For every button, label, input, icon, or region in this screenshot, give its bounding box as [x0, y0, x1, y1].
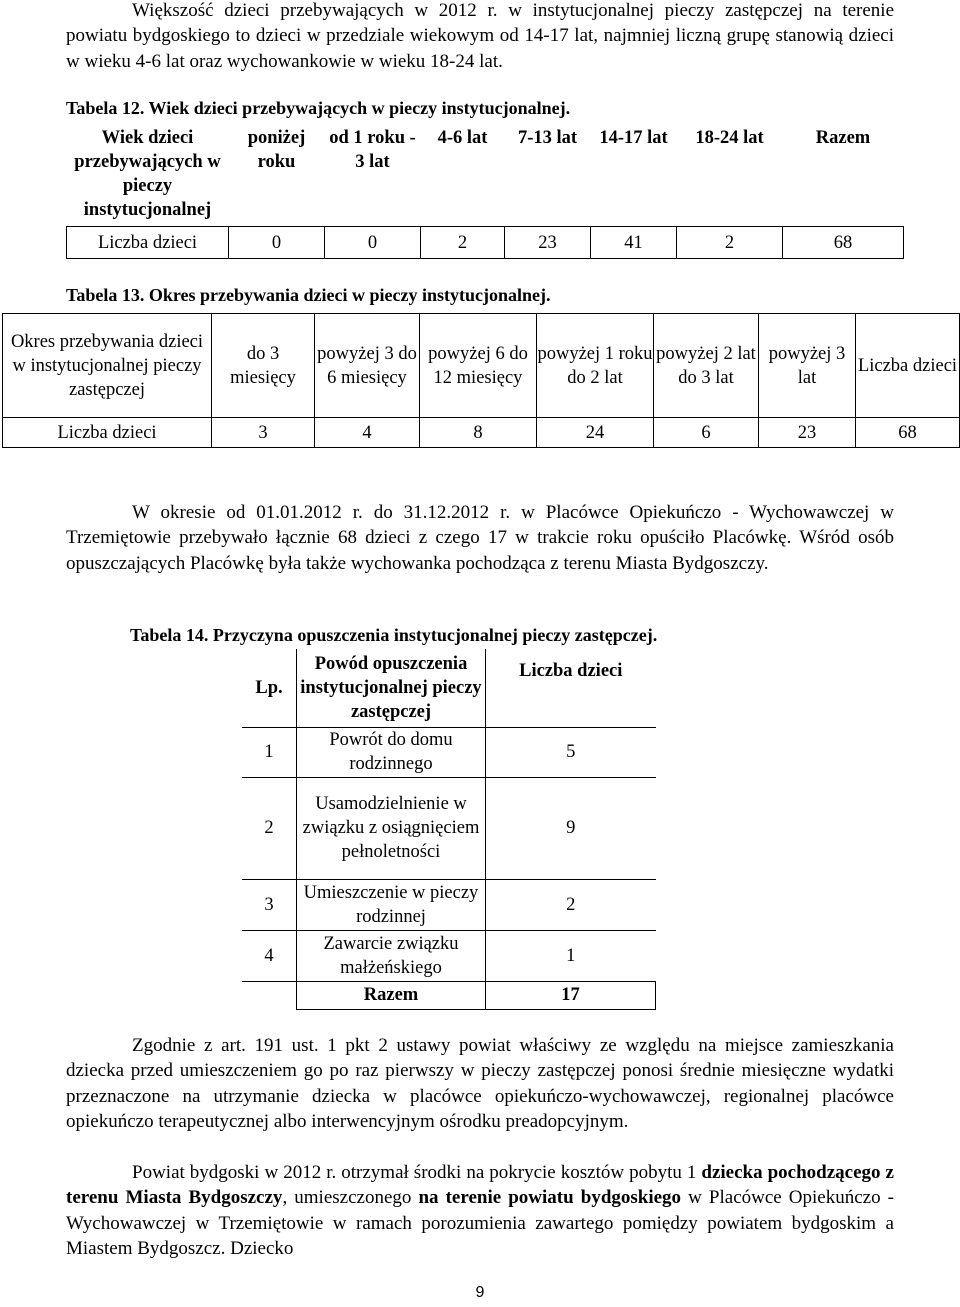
table14-header-row [242, 649, 656, 727]
table12-cell: 41 [591, 227, 677, 259]
table13-header-row [3, 314, 960, 418]
paragraph-placowka: W okresie od 01.01.2012 r. do 31.12.2012 r. w Placówce Opiekuńczo - Wychowawczej w Trzemiętowie przebywało łącznie 68 dzieci z czego 17 w trakcie roku opuściło Placówkę. Wśród osób opuszczających Placówkę była także wychowanka pochodząca z terenu Miasta Bydgoszczy. [66, 502, 894, 574]
table14-row [242, 777, 656, 879]
table13-header-period: Okres przebywania dzieci w instytucjonalnej pieczy zastępczej [3, 314, 212, 418]
table13-header: powyżej 3 do 6 miesięcy [315, 314, 420, 418]
table14-lp: 2 [242, 777, 297, 879]
paragraph-art191: Zgodnie z art. 191 ust. 1 pkt 2 ustawy powiat właściwy ze względu na miejsce zamieszkania dziecka przed umieszczeniem go po raz pierwszy w pieczy zastępczej ponosi średnie miesięczne wydatki przeznaczone na utrzymanie dziecka w placówce opiekuńczo-wychowawczej, regionalnej placówce opiekuńczo terapeutycznej albo interwencyjnym ośrodku preadopcyjnym. [66, 1035, 894, 1133]
table13-header: powyżej 3 lat [759, 314, 856, 418]
table14-reason: Powrót do domu rodzinnego [297, 727, 486, 777]
table14-total-value: 17 [486, 981, 656, 1009]
table14 [242, 649, 656, 1010]
table12-header: 14-17 lat [599, 128, 668, 148]
table13-cell: 4 [315, 418, 420, 448]
table14-lp: 4 [242, 930, 297, 981]
table14-count: 9 [486, 777, 656, 879]
table13-cell: 8 [420, 418, 537, 448]
table12-header: od 1 roku - 3 lat [329, 128, 416, 172]
paragraph-intro: Większość dzieci przebywających w 2012 r. w instytucjonalnej pieczy zastępczej na terenie powiatu bydgoskiego to dzieci w przedziale wiekowym od 14-17 lat, najmniej liczną grupę stanowią dzieci w wieku 4-6 lat oraz wychowankowie w wieku 18-24 lat. [66, 0, 894, 72]
paragraph-powiat-text-3: w Placówce Opiekuńczo - Wychowawczej w Trzemiętowie w ramach porozumienia zawartego pomiędzy powiatem bydgoskim a Miastem Bydgoszcz. Dziecko [66, 1187, 894, 1260]
table14-header-lp: Lp. [242, 649, 297, 727]
table12-header: 4-6 lat [437, 128, 488, 148]
table13-cell: 23 [759, 418, 856, 448]
table12-cell: 68 [783, 227, 904, 259]
table14-reason: Umieszczenie w pieczy rodzinnej [297, 879, 486, 930]
paragraph-powiat [66, 1160, 894, 1262]
table14-reason: Zawarcie związku małżeńskiego [297, 930, 486, 981]
table12-header: 7-13 lat [517, 128, 578, 148]
table14-total-label: Razem [297, 981, 486, 1009]
table14-header-count: Liczba dzieci [486, 649, 656, 727]
table13-cell: 6 [654, 418, 759, 448]
table14-total-row [242, 981, 656, 1009]
table12-header: Razem [815, 128, 871, 148]
page-number: 9 [475, 1284, 485, 1301]
table14-caption: Tabela 14. Przyczyna opuszczenia instytucjonalnej pieczy zastępczej. [130, 625, 658, 645]
table13-header: Liczba dzieci [856, 314, 960, 418]
table13-header: powyżej 2 lat do 3 lat [654, 314, 759, 418]
paragraph-powiat-text-1: Powiat bydgoski w 2012 r. otrzymał środki na pokrycie kosztów pobytu 1 [132, 1162, 702, 1183]
table14-reason: Usamodzielnienie w związku z osiągnięciem pełnoletności [297, 777, 486, 879]
table12-data-row [67, 227, 904, 259]
table12-caption: Tabela 12. Wiek dzieci przebywających w pieczy instytucjonalnej. [66, 98, 571, 118]
table12-header: poniżej roku [247, 128, 306, 172]
table14-lp: 1 [242, 727, 297, 777]
table12-header-row [67, 126, 904, 227]
table12-cell: 0 [229, 227, 325, 259]
table13-data-row [3, 418, 960, 448]
table12-header-age: Wiek dzieci przebywających w pieczy instytucjonalnej [74, 128, 221, 220]
table14-count: 1 [486, 930, 656, 981]
table13-header: powyżej 6 do 12 miesięcy [420, 314, 537, 418]
table12-cell: 2 [677, 227, 783, 259]
table13-header: powyżej 1 roku do 2 lat [537, 314, 654, 418]
table12-header: 18-24 lat [695, 128, 764, 148]
table13-cell: 3 [212, 418, 315, 448]
table14-count: 2 [486, 879, 656, 930]
paragraph-powiat-text-2: , umieszczonego [282, 1187, 419, 1209]
table14-header-reason: Powód opuszczenia instytucjonalnej pieczy zastępczej [297, 649, 486, 727]
table12-cell: 23 [505, 227, 591, 259]
table14-lp: 3 [242, 879, 297, 930]
paragraph-powiat-bold-2: na terenie powiatu bydgoskiego [418, 1187, 682, 1209]
table12-row-label: Liczba dzieci [67, 227, 229, 259]
paragraph-powiat-bold-1: dziecka pochodzącego z terenu Miasta Bydgoszczy [66, 1162, 894, 1209]
table13-cell: 68 [856, 418, 960, 448]
table12-cell: 0 [325, 227, 421, 259]
table13-cell: 24 [537, 418, 654, 448]
table13-header: do 3 miesięcy [212, 314, 315, 418]
table14-row [242, 727, 656, 777]
table14-count: 5 [486, 727, 656, 777]
table13-caption: Tabela 13. Okres przebywania dzieci w pieczy instytucjonalnej. [66, 285, 551, 305]
table14-row [242, 879, 656, 930]
table13-row-label: Liczba dzieci [3, 418, 212, 448]
table12-cell: 2 [421, 227, 505, 259]
table12 [66, 126, 904, 259]
table14-row [242, 930, 656, 981]
table13 [2, 313, 960, 448]
